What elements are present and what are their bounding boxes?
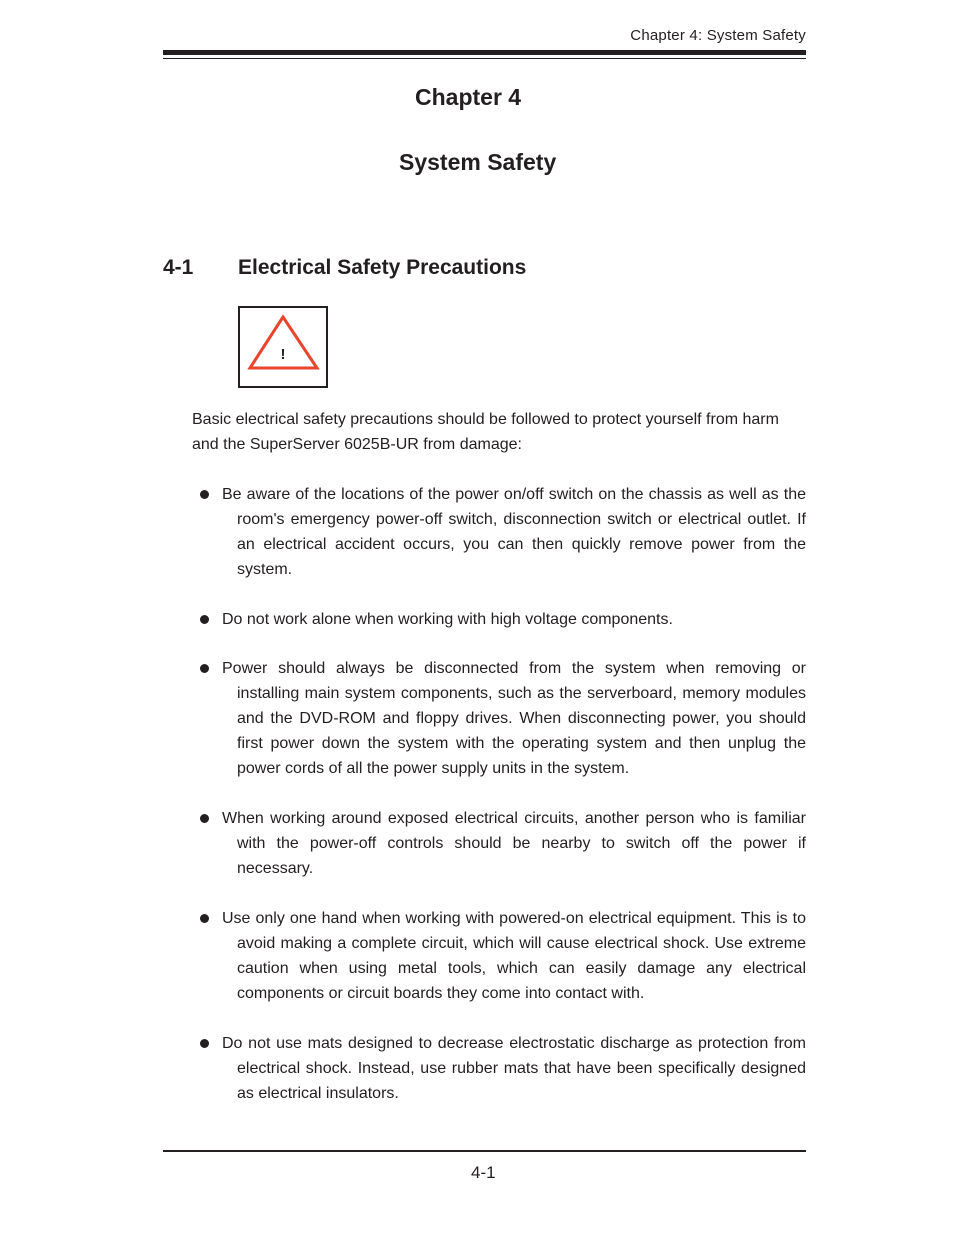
section-number: 4-1 bbox=[163, 256, 194, 279]
bullet-dot bbox=[200, 664, 209, 673]
section-heading bbox=[163, 256, 526, 280]
bullet-dot bbox=[200, 814, 209, 823]
footer-rule bbox=[163, 1150, 806, 1152]
warning-triangle-icon bbox=[240, 308, 326, 386]
list-item bbox=[222, 482, 806, 582]
warning-glyph: ! bbox=[280, 346, 286, 363]
warning-box bbox=[238, 306, 328, 388]
list-item-text: Power should always be disconnected from the system when removing or installing main system components, such as the serverboard, memory modules and the DVD-ROM and floppy drives. When disconnecting power, you should first power down the system with the operating system and then unplug the power cords of all the power supply units in the system. bbox=[222, 660, 806, 777]
running-header: Chapter 4: System Safety bbox=[630, 27, 806, 44]
list-item bbox=[222, 1031, 806, 1106]
list-item-text: Do not use mats designed to decrease electrostatic discharge as protection from electrical shock. Instead, use rubber mats that have been specifically designed as electrical insulators. bbox=[222, 1035, 806, 1102]
chapter-label: Chapter 4 bbox=[415, 84, 522, 110]
intro-paragraph: Basic electrical safety precautions should be followed to protect yourself from harm and the SuperServer 6025B-UR from damage: bbox=[192, 411, 779, 453]
list-item-text: When working around exposed electrical circuits, another person who is familiar with the power-off controls should be nearby to switch off the power if necessary. bbox=[222, 810, 806, 877]
chapter-title: System Safety bbox=[399, 149, 557, 175]
page-number: 4-1 bbox=[471, 1163, 496, 1182]
list-item bbox=[222, 607, 806, 632]
list-item-text: Use only one hand when working with powered-on electrical equipment. This is to avoid making a complete circuit, which will cause electrical shock. Use extreme caution when using metal tools, which can easily damage any electrical components or circuit boards they come into contact with. bbox=[222, 910, 806, 1002]
bullet-dot bbox=[200, 615, 209, 624]
list-item bbox=[222, 806, 806, 881]
list-item-text: Do not work alone when working with high voltage components. bbox=[222, 611, 673, 628]
list-item bbox=[222, 906, 806, 1006]
section-title: Electrical Safety Precautions bbox=[238, 256, 527, 279]
bullet-dot bbox=[200, 490, 209, 499]
header-rule-thin bbox=[163, 58, 806, 59]
header-rule bbox=[163, 50, 806, 55]
list-item-text: Be aware of the locations of the power on/off switch on the chassis as well as the room's emergency power-off switch, disconnection switch or electrical outlet. If an electrical accident occurs, you can then quickly remove power from the system. bbox=[222, 486, 806, 578]
bullet-dot bbox=[200, 1039, 209, 1048]
list-item bbox=[222, 656, 806, 781]
bullet-dot bbox=[200, 914, 209, 923]
